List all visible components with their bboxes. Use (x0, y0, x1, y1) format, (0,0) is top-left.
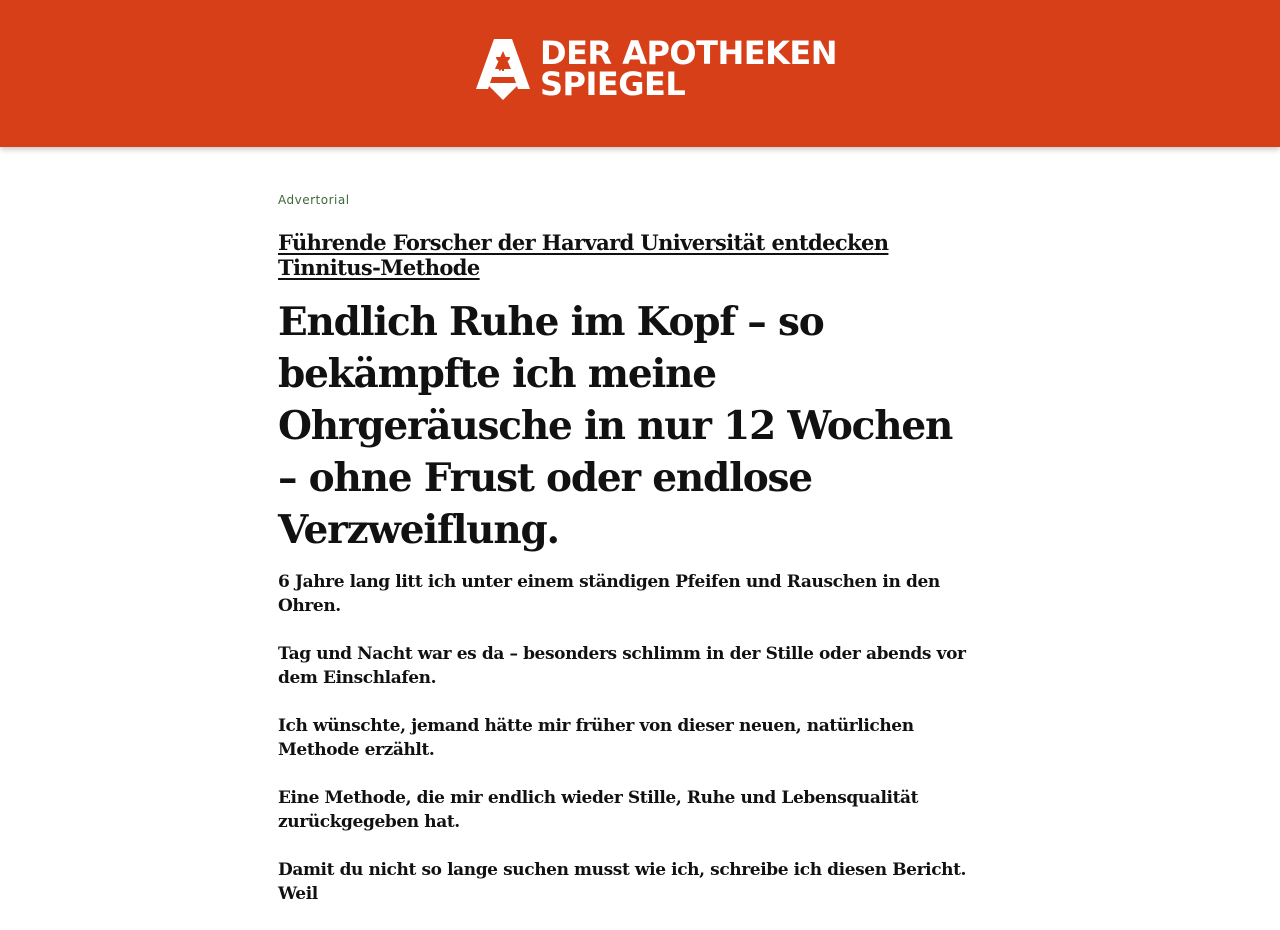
article-paragraph: 6 Jahre lang litt ich unter einem ständigen Pfeifen und Rauschen in den Ohren. (278, 572, 940, 616)
brand-line-2: SPIEGEL (540, 65, 686, 103)
pharmacy-a-icon (474, 37, 532, 101)
brand-wordmark (540, 34, 838, 103)
article-paragraph: Eine Methode, die mir endlich wieder Stille, Ruhe und Lebensqualität zurückgegeben hat. (278, 788, 919, 832)
article-paragraph: Ich wünschte, jemand hätte mir früher von dieser neuen, natürlichen Methode erzählt. (278, 716, 914, 760)
article-headline: Endlich Ruhe im Kopf – so bekämpfte ich meine Ohrgeräusche in nur 12 Wochen – ohne Frust oder endlose Verzweiflung. (278, 299, 953, 553)
brand-line-1: DER APOTHEKEN (540, 34, 838, 72)
article-paragraph: Damit du nicht so lange suchen musst wie ich, schreibe ich diesen Bericht. Weil (278, 860, 967, 904)
site-logo[interactable] (474, 36, 837, 102)
article-paragraph: Tag und Nacht war es da – besonders schlimm in der Stille oder abends vor dem Einschlafen. (278, 644, 966, 688)
article (278, 190, 1002, 930)
advertorial-label: Advertorial (278, 193, 350, 207)
site-header (0, 0, 1280, 147)
subheadline-link[interactable]: Führende Forscher der Harvard Universität entdecken Tinnitus-Methode (278, 230, 889, 280)
